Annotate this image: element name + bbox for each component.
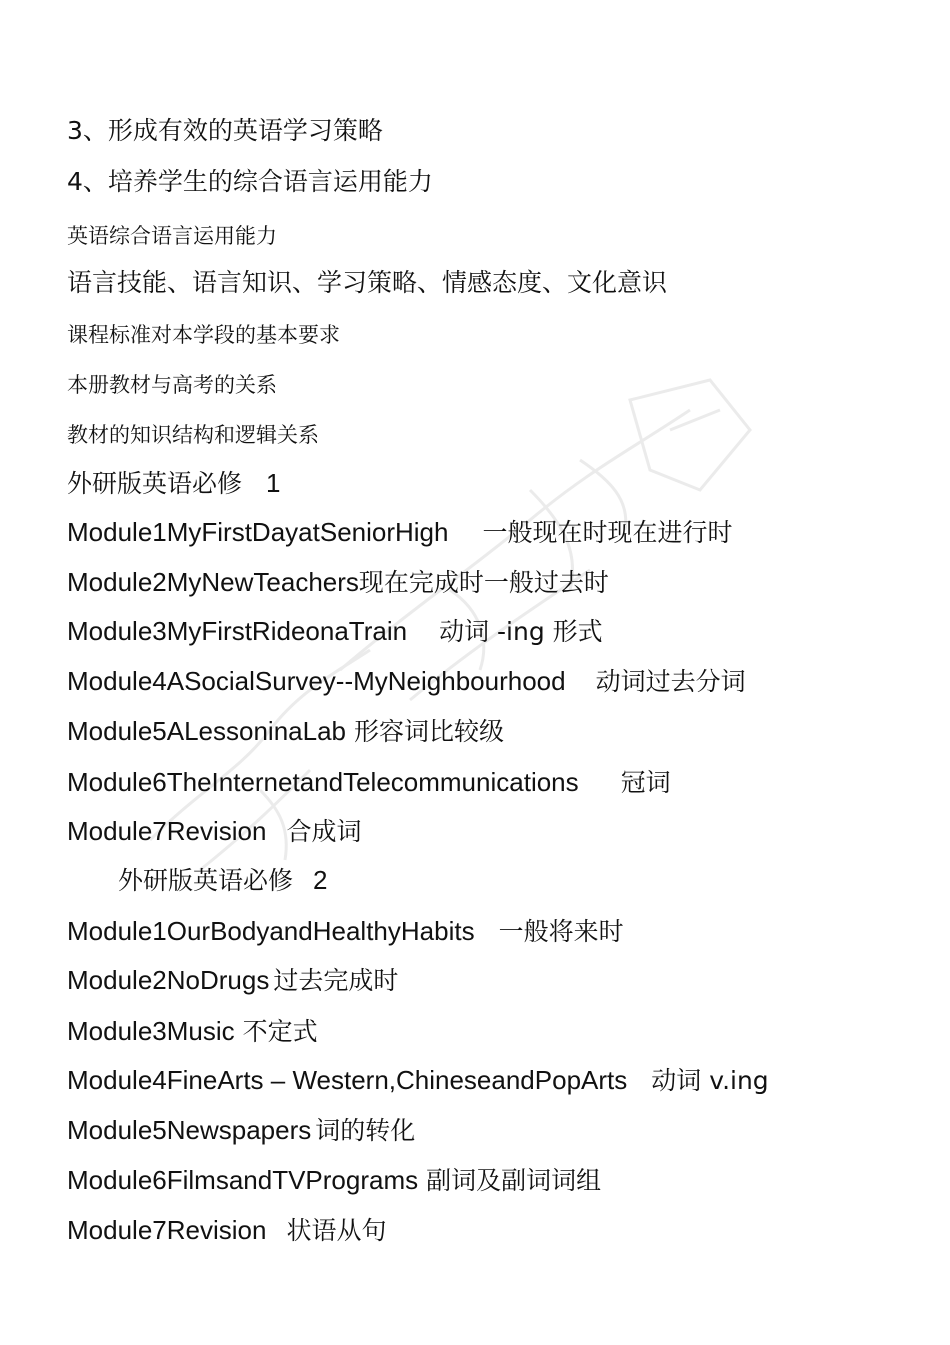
- book2-title-line: [118, 867, 327, 893]
- book2-module-1: [67, 918, 624, 944]
- book2-module-6: [67, 1167, 601, 1193]
- module-name: Module7Revision: [67, 1215, 267, 1245]
- module-name: Module4FineArts – Western,ChineseandPopArts: [67, 1065, 628, 1095]
- module-name: Module1OurBodyandHealthyHabits: [67, 916, 475, 946]
- module-name: Module1MyFirstDayatSeniorHigh: [67, 517, 449, 547]
- module-grammar: 现在完成时一般过去时: [358, 568, 609, 597]
- book1-module-5: [67, 718, 504, 744]
- module-grammar: 一般将来时: [498, 917, 624, 946]
- module-name: Module2MyNewTeachers: [67, 567, 359, 597]
- module-name: Module5Newspapers: [67, 1115, 312, 1145]
- book1-module-7: [67, 818, 361, 844]
- goal-4: 4、培养学生的综合语言运用能力: [67, 167, 433, 196]
- module-grammar: 不定式: [242, 1017, 318, 1046]
- module-name: Module6TheInternetandTelecommunications: [67, 767, 579, 797]
- module-grammar: 动词 -ing 形式: [439, 617, 603, 646]
- module-grammar: 动词 v.ing: [651, 1066, 769, 1095]
- module-name: Module2NoDrugs: [67, 965, 270, 995]
- module-grammar: 动词过去分词: [595, 667, 746, 696]
- book2-title: 外研版英语必修: [118, 866, 294, 895]
- heading-relation: 本册教材与高考的关系: [67, 373, 277, 397]
- module-name: Module5ALessoninaLab: [67, 716, 346, 746]
- book1-module-4: [67, 668, 746, 694]
- book2-module-3: [67, 1018, 318, 1044]
- heading-standard: 课程标准对本学段的基本要求: [67, 323, 340, 347]
- goal-3: 3、形成有效的英语学习策略: [67, 116, 383, 145]
- ability-title: 英语综合语言运用能力: [67, 224, 277, 248]
- ability-components: 语言技能、语言知识、学习策略、情感态度、文化意识: [67, 268, 668, 297]
- book2-module-7: [67, 1217, 386, 1243]
- module-grammar: 形容词比较级: [354, 717, 505, 746]
- book2-module-4: [67, 1067, 769, 1093]
- module-name: Module6FilmsandTVPrograms: [67, 1165, 419, 1195]
- book2-number: 2: [313, 865, 328, 895]
- book1-module-6: [67, 769, 671, 795]
- book1-module-2: [67, 569, 609, 595]
- book2-module-2: [67, 967, 398, 993]
- book2-module-5: [67, 1117, 415, 1143]
- heading-structure: 教材的知识结构和逻辑关系: [67, 423, 319, 447]
- module-grammar: 副词及副词词组: [426, 1166, 602, 1195]
- module-grammar: 过去完成时: [273, 966, 399, 995]
- module-name: Module3Music: [67, 1016, 235, 1046]
- module-name: Module4ASocialSurvey--MyNeighbourhood: [67, 666, 566, 696]
- book1-number: 1: [266, 468, 281, 498]
- module-grammar: 一般现在时现在进行时: [482, 518, 733, 547]
- book1-module-3: [67, 618, 603, 644]
- book1-title-line: [67, 470, 280, 496]
- module-grammar: 合成词: [286, 817, 362, 846]
- module-name: Module7Revision: [67, 816, 267, 846]
- book1-module-1: [67, 519, 733, 545]
- module-grammar: 词的转化: [315, 1116, 416, 1145]
- module-grammar: 冠词: [620, 768, 671, 797]
- book1-title: 外研版英语必修: [67, 469, 243, 498]
- module-name: Module3MyFirstRideonaTrain: [67, 616, 408, 646]
- module-grammar: 状语从句: [286, 1216, 387, 1245]
